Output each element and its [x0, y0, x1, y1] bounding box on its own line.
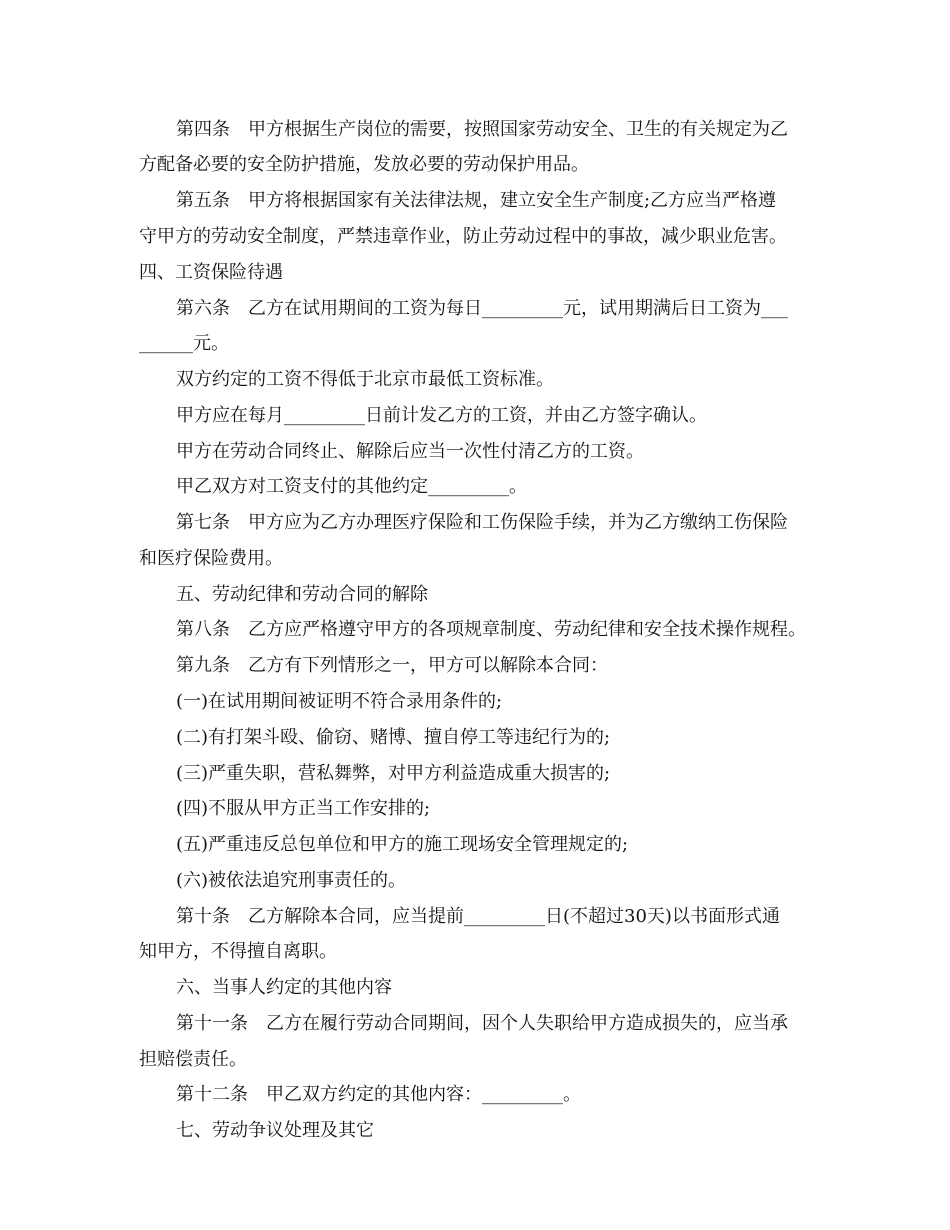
wage-payday-paragraph: 甲方应在每月_________日前计发乙方的工资，并由乙方签字确认。 — [176, 405, 707, 426]
article-7-line-2: 和医疗保险费用。 — [139, 548, 283, 569]
article-9-item-5: (五)严重违反总包单位和甲方的施工现场安全管理规定的; — [176, 834, 629, 855]
article-9-item-3: (三)严重失职，营私舞弊，对甲方利益造成重大损害的; — [176, 763, 611, 784]
article-5-line-1: 第五条 甲方将根据国家有关法律法规，建立安全生产制度;乙方应当严格遵 — [176, 190, 777, 211]
article-9: 第九条 乙方有下列情形之一，甲方可以解除本合同： — [176, 655, 608, 676]
article-9-item-2: (二)有打架斗殴、偷窃、赌博、擅自停工等违纪行为的; — [176, 727, 611, 748]
article-11-line-2: 担赔偿责任。 — [139, 1049, 247, 1070]
section-4-heading: 四、工资保险待遇 — [139, 262, 283, 283]
article-6-line-1: 第六条 乙方在试用期间的工资为每日_________元，试用期满后日工资为___ — [176, 298, 788, 319]
article-10-line-2: 知甲方，不得擅自离职。 — [139, 941, 337, 962]
article-9-item-1: (一)在试用期间被证明不符合录用条件的; — [176, 691, 503, 712]
article-5-line-2: 守甲方的劳动安全制度，严禁违章作业，防止劳动过程中的事故，减少职业危害。 — [139, 226, 787, 247]
article-6-line-2: ______元。 — [139, 333, 229, 354]
article-9-item-6: (六)被依法追究刑事责任的。 — [176, 870, 407, 891]
section-7-heading: 七、劳动争议处理及其它 — [176, 1120, 374, 1141]
section-5-heading: 五、劳动纪律和劳动合同的解除 — [176, 584, 428, 605]
wage-standard-paragraph: 双方约定的工资不得低于北京市最低工资标准。 — [176, 369, 554, 390]
article-9-item-4: (四)不服从甲方正当工作安排的; — [176, 798, 431, 819]
article-8: 第八条 乙方应严格遵守甲方的各项规章制度、劳动纪律和安全技术操作规程。 — [176, 619, 806, 640]
article-4-line-2: 方配备必要的安全防护措施，发放必要的劳动保护用品。 — [139, 154, 589, 175]
section-6-heading: 六、当事人约定的其他内容 — [176, 977, 392, 998]
article-11-line-1: 第十一条 乙方在履行劳动合同期间，因个人失职给甲方造成损失的，应当承 — [176, 1013, 788, 1034]
article-12: 第十二条 甲乙双方约定的其他内容：_________。 — [176, 1084, 581, 1105]
wage-other-agreement-paragraph: 甲乙双方对工资支付的其他约定_________。 — [176, 476, 527, 497]
article-10-line-1: 第十条 乙方解除本合同，应当提前_________日(不超过30天)以书面形式通 — [176, 906, 780, 927]
article-7-line-1: 第七条 甲方应为乙方办理医疗保险和工伤保险手续，并为乙方缴纳工伤保险 — [176, 512, 788, 533]
article-4-line-1: 第四条 甲方根据生产岗位的需要，按照国家劳动安全、卫生的有关规定为乙 — [176, 119, 788, 140]
wage-settlement-paragraph: 甲方在劳动合同终止、解除后应当一次性付清乙方的工资。 — [176, 441, 644, 462]
